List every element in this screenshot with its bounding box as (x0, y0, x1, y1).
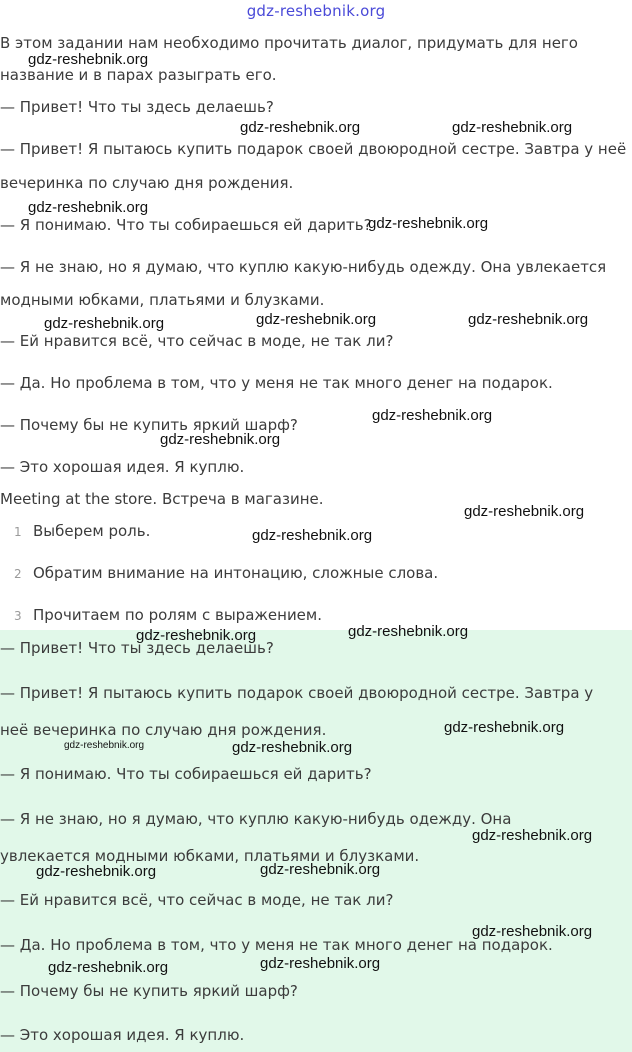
watermark-text: gdz-reshebnik.org (260, 861, 381, 878)
dialogue-line: — Я не знаю, но я думаю, что куплю какую-нибудь одежду. Она увлекается (0, 258, 607, 276)
step-number: 3 (14, 609, 22, 623)
site-header-link[interactable]: gdz-reshebnik.org (246, 2, 386, 20)
watermark-text: gdz-reshebnik.org (260, 955, 381, 972)
answer-line: увлекается модными юбками, платьями и блузками. (0, 847, 420, 865)
dialogue-line: вечеринка по случаю дня рождения. (0, 174, 294, 192)
step-text: Обратим внимание на интонацию, сложные слова. (33, 564, 439, 582)
dialogue-line: — Ей нравится всё, что сейчас в моде, не так ли? (0, 332, 394, 350)
answer-line: — Ей нравится всё, что сейчас в моде, не так ли? (0, 891, 394, 909)
watermark-text: gdz-reshebnik.org (464, 503, 585, 520)
dialogue-line: — Это хорошая идея. Я куплю. (0, 458, 245, 476)
dialogue-line: — Я понимаю. Что ты собираешься ей дарить? (0, 216, 372, 234)
watermark-text: gdz-reshebnik.org (368, 215, 489, 232)
step-text: Прочитаем по ролям с выражением. (33, 606, 322, 624)
answer-line: — Я понимаю. Что ты собираешься ей дарить? (0, 765, 372, 783)
watermark-text: gdz-reshebnik.org (44, 315, 165, 332)
watermark-text: gdz-reshebnik.org (28, 51, 149, 68)
answer-line: — Это хорошая идея. Я куплю. (0, 1026, 245, 1044)
dialogue-line: модными юбками, платьями и блузками. (0, 291, 325, 309)
intro-line: название и в парах разыграть его. (0, 66, 277, 84)
dialogue-title: Meeting at the store. Встреча в магазине. (0, 490, 324, 508)
dialogue-line: — Привет! Что ты здесь делаешь? (0, 98, 274, 116)
answer-line: — Да. Но проблема в том, что у меня не так много денег на подарок. (0, 936, 553, 954)
watermark-text: gdz-reshebnik.org (232, 739, 353, 756)
watermark-text: gdz-reshebnik.org (64, 740, 145, 751)
watermark-text: gdz-reshebnik.org (444, 719, 565, 736)
watermark-text: gdz-reshebnik.org (252, 527, 373, 544)
step-text: Выберем роль. (33, 522, 151, 540)
answer-line: — Привет! Я пытаюсь купить подарок своей двоюродной сестре. Завтра у (0, 684, 594, 702)
watermark-text: gdz-reshebnik.org (28, 199, 149, 216)
watermark-text: gdz-reshebnik.org (240, 119, 361, 136)
answer-line: — Привет! Что ты здесь делаешь? (0, 639, 274, 657)
dialogue-line: — Почему бы не купить яркий шарф? (0, 416, 298, 434)
watermark-text: gdz-reshebnik.org (472, 923, 593, 940)
watermark-text: gdz-reshebnik.org (48, 959, 169, 976)
step-number: 2 (14, 567, 22, 581)
dialogue-line: — Да. Но проблема в том, что у меня не так много денег на подарок. (0, 374, 553, 392)
watermark-text: gdz-reshebnik.org (256, 311, 377, 328)
answer-line: — Почему бы не купить яркий шарф? (0, 982, 298, 1000)
intro-line: В этом задании нам необходимо прочитать диалог, придумать для него (0, 34, 578, 52)
answer-line: — Я не знаю, но я думаю, что куплю какую-нибудь одежду. Она (0, 810, 512, 828)
watermark-text: gdz-reshebnik.org (136, 627, 257, 644)
watermark-text: gdz-reshebnik.org (348, 623, 469, 640)
watermark-text: gdz-reshebnik.org (468, 311, 589, 328)
watermark-text: gdz-reshebnik.org (160, 431, 281, 448)
dialogue-line: — Привет! Я пытаюсь купить подарок своей двоюродной сестре. Завтра у неё (0, 140, 627, 158)
answer-line: неё вечеринка по случаю дня рождения. (0, 721, 327, 739)
watermark-text: gdz-reshebnik.org (472, 827, 593, 844)
step-number: 1 (14, 525, 22, 539)
watermark-text: gdz-reshebnik.org (36, 863, 157, 880)
watermark-text: gdz-reshebnik.org (452, 119, 573, 136)
watermark-text: gdz-reshebnik.org (372, 407, 493, 424)
